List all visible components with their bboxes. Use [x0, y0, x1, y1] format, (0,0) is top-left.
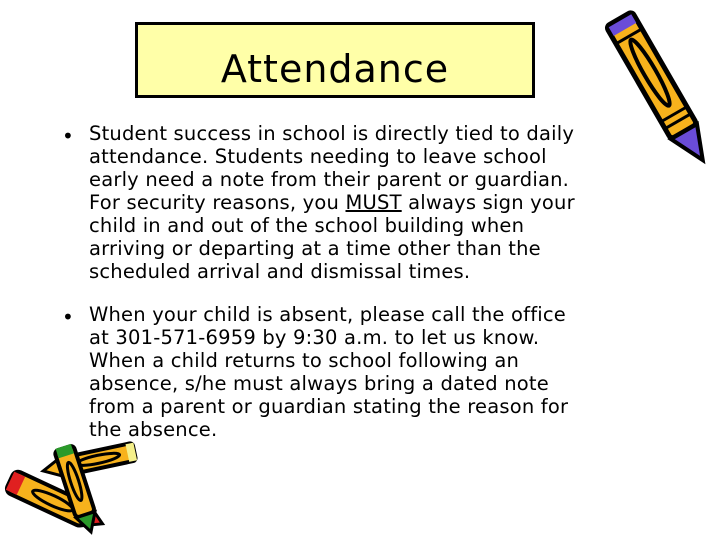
text-line: attendance. Students needing to leave school: [89, 145, 547, 168]
text-segment: always sign your: [401, 191, 575, 214]
crayons-icon: [0, 430, 160, 540]
title-box: [135, 22, 535, 98]
pencil-icon: [600, 0, 720, 180]
emphasis-must: MUST: [345, 191, 402, 214]
bullet-paragraph-1: [89, 122, 575, 283]
text-line: the absence.: [89, 418, 218, 441]
text-line: at 301-571-6959 by 9:30 a.m. to let us know.: [89, 326, 540, 349]
text-segment: For security reasons, you: [89, 191, 346, 214]
bullet-paragraph-2: [89, 303, 568, 441]
text-line: scheduled arrival and dismissal times.: [89, 260, 471, 283]
slide-title: Attendance: [220, 47, 450, 91]
text-line: from a parent or guardian stating the reason for: [89, 395, 569, 418]
text-line: When your child is absent, please call the office: [89, 303, 566, 326]
text-line: Student success in school is directly tied to daily: [89, 122, 575, 145]
text-line: early need a note from their parent or guardian.: [89, 168, 570, 191]
bullet-marker: •: [62, 305, 74, 329]
text-line: [89, 191, 575, 214]
text-line: When a child returns to school following an: [89, 349, 520, 372]
text-line: arriving or departing at a time other than the: [89, 237, 541, 260]
bullet-marker: •: [62, 124, 74, 148]
text-line: child in and out of the school building when: [89, 214, 525, 237]
text-line: absence, s/he must always bring a dated note: [89, 372, 549, 395]
